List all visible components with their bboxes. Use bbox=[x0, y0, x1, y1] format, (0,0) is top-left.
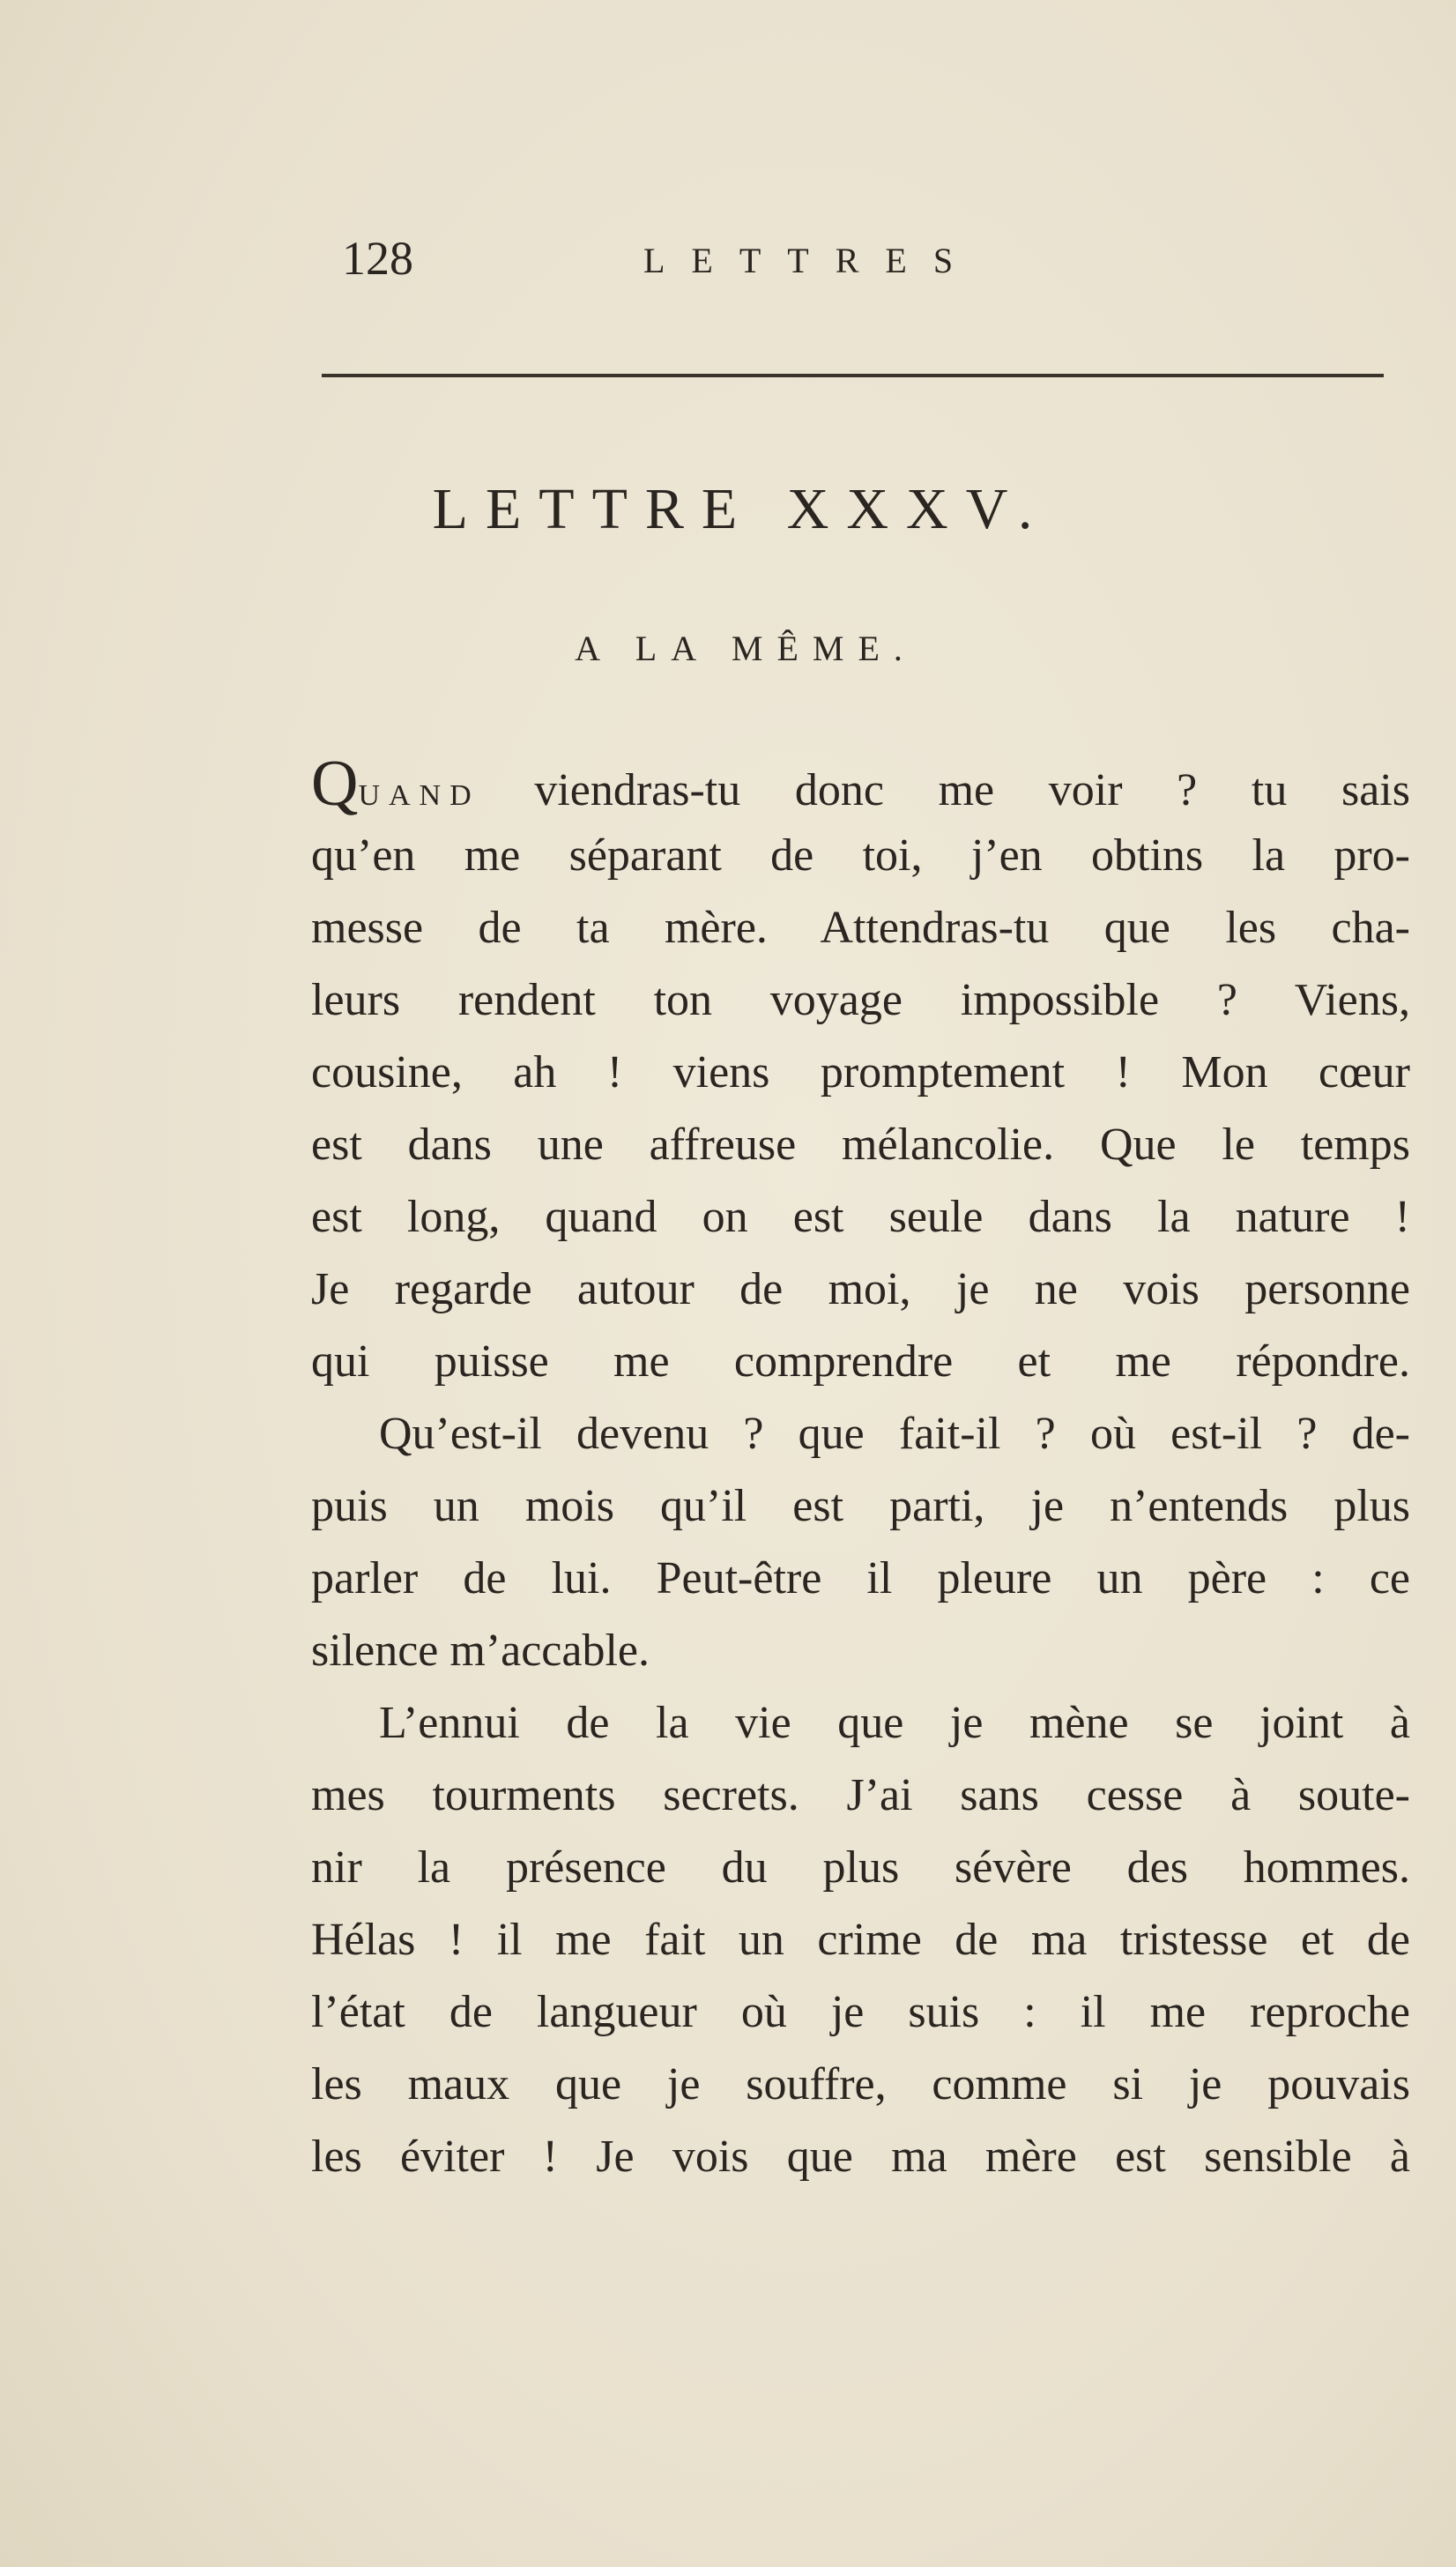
letter-title: LETTRE XXXV. bbox=[432, 477, 1051, 541]
header-rule bbox=[322, 374, 1384, 377]
text-line: l’état de langueur où je suis : il me reproche bbox=[311, 1987, 1410, 2037]
text-line: les éviter ! Je vois que ma mère est sensible à bbox=[311, 2132, 1410, 2182]
line-rest: viendras-tu donc me voir ? tu sais bbox=[479, 765, 1410, 815]
text-line: est dans une affreuse mélancolie. Que le temps bbox=[311, 1120, 1410, 1170]
text-line: silence m’accable. bbox=[311, 1626, 650, 1676]
text-line: Qu’est-il devenu ? que fait-il ? où est-il ? de- bbox=[379, 1409, 1410, 1459]
text-line: L’ennui de la vie que je mène se joint à bbox=[379, 1698, 1410, 1748]
text-line: cousine, ah ! viens promptement ! Mon cœur bbox=[311, 1047, 1410, 1097]
text-line: les maux que je souffre, comme si je pouvais bbox=[311, 2059, 1410, 2109]
page-number: 128 bbox=[342, 232, 413, 285]
running-head: LETTRES bbox=[643, 241, 980, 280]
text-line: nir la présence du plus sévère des hommes. bbox=[311, 1842, 1410, 1893]
small-caps: UAND bbox=[358, 779, 480, 812]
text-line: mes tourments secrets. J’ai sans cesse à soute- bbox=[311, 1770, 1410, 1820]
text-line: qui puisse me comprendre et me répondre. bbox=[311, 1336, 1410, 1387]
text-line: puis un mois qu’il est parti, je n’entends plus bbox=[311, 1481, 1410, 1531]
text-line: parler de lui. Peut-être il pleure un père : ce bbox=[311, 1553, 1410, 1603]
text-line: messe de ta mère. Attendras-tu que les cha- bbox=[311, 903, 1410, 953]
letter-addressee: A LA MÊME. bbox=[575, 629, 917, 668]
drop-letter: Q bbox=[311, 748, 359, 820]
text-line: Je regarde autour de moi, je ne vois personne bbox=[311, 1264, 1410, 1314]
letter-body bbox=[311, 748, 1410, 2193]
text-line bbox=[311, 748, 1410, 820]
text-line: qu’en me séparant de toi, j’en obtins la pro- bbox=[311, 830, 1410, 881]
text-line: leurs rendent ton voyage impossible ? Viens, bbox=[311, 975, 1410, 1025]
text-line: Hélas ! il me fait un crime de ma tristesse et de bbox=[311, 1915, 1410, 1965]
text-line: est long, quand on est seule dans la nature ! bbox=[311, 1192, 1410, 1242]
